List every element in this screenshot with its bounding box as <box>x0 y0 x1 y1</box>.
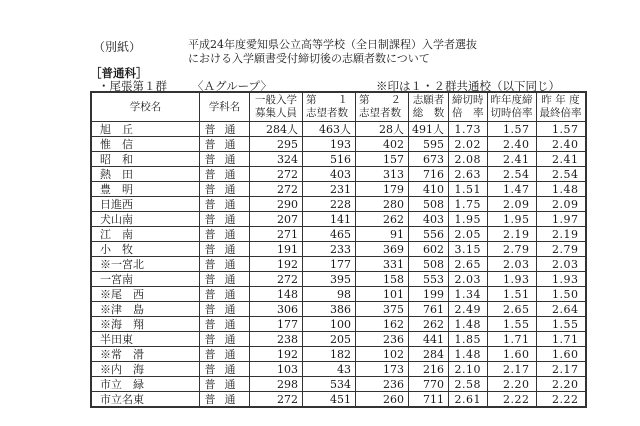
deadline-rate-cell: 2.10 <box>449 362 488 377</box>
prev-deadline-rate-cell: 1.51 <box>487 287 536 302</box>
deadline-rate-cell: 1.85 <box>449 332 488 347</box>
prev-deadline-rate-cell: 2.03 <box>487 257 536 272</box>
department-cell: 普通 <box>200 212 250 227</box>
prev-final-rate-cell: 1.55 <box>536 317 586 332</box>
second-choice-cell: 402 <box>356 137 409 152</box>
second-choice-cell: 369 <box>356 242 409 257</box>
department-cell: 普通 <box>200 167 250 182</box>
school-name-cell: 昭 和 <box>91 152 200 167</box>
prev-deadline-rate-cell: 2.40 <box>487 137 536 152</box>
prev-final-rate-cell: 1.57 <box>536 122 586 137</box>
table-row <box>91 377 586 392</box>
second-choice-cell: 162 <box>356 317 409 332</box>
quota-cell: 271 <box>250 227 303 242</box>
deadline-rate-cell: 2.61 <box>449 392 488 408</box>
department-cell: 普通 <box>200 332 250 347</box>
school-name-cell: 市立名東 <box>91 392 200 408</box>
prev-final-rate-cell: 2.19 <box>536 227 586 242</box>
table-row <box>91 317 586 332</box>
first-choice-cell: 182 <box>303 347 356 362</box>
table-row <box>91 302 586 317</box>
first-choice-cell: 386 <box>303 302 356 317</box>
department-cell: 普通 <box>200 182 250 197</box>
school-name-cell: 半田東 <box>91 332 200 347</box>
quota-cell: 272 <box>250 392 303 408</box>
second-choice-cell: 236 <box>356 332 409 347</box>
table-row <box>91 167 586 182</box>
quota-cell: 284人 <box>250 122 303 137</box>
department-cell: 普通 <box>200 347 250 362</box>
table-row <box>91 242 586 257</box>
total-cell: 553 <box>409 272 449 287</box>
deadline-rate-cell: 2.63 <box>449 167 488 182</box>
department-cell: 普通 <box>200 227 250 242</box>
total-cell: 761 <box>409 302 449 317</box>
school-name-cell: 一宮南 <box>91 272 200 287</box>
school-name-cell: 犬山南 <box>91 212 200 227</box>
deadline-rate-cell: 2.05 <box>449 227 488 242</box>
quota-cell: 192 <box>250 257 303 272</box>
deadline-rate-cell: 1.73 <box>449 122 488 137</box>
table-row <box>91 122 586 137</box>
total-cell: 711 <box>409 392 449 408</box>
total-cell: 595 <box>409 137 449 152</box>
total-cell: 508 <box>409 257 449 272</box>
col-deadline-rate: 締切時 倍 率 <box>449 92 488 122</box>
second-choice-cell: 157 <box>356 152 409 167</box>
total-cell: 262 <box>409 317 449 332</box>
deadline-rate-cell: 1.51 <box>449 182 488 197</box>
prev-final-rate-cell: 2.41 <box>536 152 586 167</box>
department-cell: 普通 <box>200 197 250 212</box>
department-cell: 普通 <box>200 377 250 392</box>
school-name-cell: 日進西 <box>91 197 200 212</box>
prev-final-rate-cell: 2.09 <box>536 197 586 212</box>
first-choice-cell: 193 <box>303 137 356 152</box>
second-choice-cell: 375 <box>356 302 409 317</box>
total-cell: 508 <box>409 197 449 212</box>
attachment-label: （別紙） <box>93 40 142 54</box>
first-choice-cell: 43 <box>303 362 356 377</box>
department-cell: 普通 <box>200 242 250 257</box>
prev-deadline-rate-cell: 2.79 <box>487 242 536 257</box>
prev-final-rate-cell: 2.17 <box>536 362 586 377</box>
deadline-rate-cell: 1.34 <box>449 287 488 302</box>
deadline-rate-cell: 2.08 <box>449 152 488 167</box>
department-cell: 普通 <box>200 152 250 167</box>
second-choice-cell: 331 <box>356 257 409 272</box>
total-cell: 556 <box>409 227 449 242</box>
second-choice-cell: 91 <box>356 227 409 242</box>
total-cell: 673 <box>409 152 449 167</box>
prev-deadline-rate-cell: 2.09 <box>487 197 536 212</box>
quota-cell: 103 <box>250 362 303 377</box>
deadline-rate-cell: 1.48 <box>449 317 488 332</box>
prev-deadline-rate-cell: 1.47 <box>487 182 536 197</box>
prev-final-rate-cell: 2.20 <box>536 377 586 392</box>
prev-deadline-rate-cell: 1.93 <box>487 272 536 287</box>
deadline-rate-cell: 2.49 <box>449 302 488 317</box>
table-row <box>91 287 586 302</box>
second-choice-cell: 158 <box>356 272 409 287</box>
deadline-rate-cell: 1.75 <box>449 197 488 212</box>
quota-cell: 272 <box>250 167 303 182</box>
prev-final-rate-cell: 2.03 <box>536 257 586 272</box>
prev-deadline-rate-cell: 1.95 <box>487 212 536 227</box>
school-name-cell: 豊 明 <box>91 182 200 197</box>
school-name-cell: 旭 丘 <box>91 122 200 137</box>
table-row <box>91 212 586 227</box>
total-cell: 602 <box>409 242 449 257</box>
first-choice-cell: 233 <box>303 242 356 257</box>
deadline-rate-cell: 2.65 <box>449 257 488 272</box>
total-cell: 403 <box>409 212 449 227</box>
deadline-rate-cell: 1.95 <box>449 212 488 227</box>
prev-deadline-rate-cell: 1.60 <box>487 347 536 362</box>
prev-deadline-rate-cell: 2.22 <box>487 392 536 408</box>
table-row <box>91 137 586 152</box>
second-choice-cell: 173 <box>356 362 409 377</box>
deadline-rate-cell: 2.58 <box>449 377 488 392</box>
table-body <box>91 122 586 408</box>
first-choice-cell: 451 <box>303 392 356 408</box>
total-cell: 441 <box>409 332 449 347</box>
first-choice-cell: 100 <box>303 317 356 332</box>
col-quota: 一般入学 募集人員 <box>250 92 303 122</box>
table-row <box>91 362 586 377</box>
applicants-table <box>90 91 587 408</box>
quota-cell: 238 <box>250 332 303 347</box>
quota-cell: 324 <box>250 152 303 167</box>
deadline-rate-cell: 2.03 <box>449 272 488 287</box>
col-prev-final-rate: 昨 年 度 最終倍率 <box>536 92 586 122</box>
total-cell: 284 <box>409 347 449 362</box>
first-choice-cell: 403 <box>303 167 356 182</box>
second-choice-cell: 313 <box>356 167 409 182</box>
quota-cell: 148 <box>250 287 303 302</box>
school-name-cell: 小 牧 <box>91 242 200 257</box>
first-choice-cell: 465 <box>303 227 356 242</box>
total-cell: 770 <box>409 377 449 392</box>
remark-note: ※印は１・２群共通校（以下同じ） <box>376 79 560 93</box>
school-name-cell: ※尾 西 <box>91 287 200 302</box>
quota-cell: 295 <box>250 137 303 152</box>
first-choice-cell: 98 <box>303 287 356 302</box>
table-row <box>91 227 586 242</box>
prev-final-rate-cell: 2.64 <box>536 302 586 317</box>
department-cell: 普通 <box>200 122 250 137</box>
prev-final-rate-cell: 2.54 <box>536 167 586 182</box>
quota-cell: 272 <box>250 182 303 197</box>
col-second-choice: 第 ２ 志望者数 <box>356 92 409 122</box>
prev-deadline-rate-cell: 1.71 <box>487 332 536 347</box>
deadline-rate-cell: 2.02 <box>449 137 488 152</box>
department-cell: 普通 <box>200 257 250 272</box>
second-choice-cell: 101 <box>356 287 409 302</box>
prev-final-rate-cell: 1.48 <box>536 182 586 197</box>
table-row <box>91 197 586 212</box>
prev-deadline-rate-cell: 2.54 <box>487 167 536 182</box>
school-name-cell: 惟 信 <box>91 137 200 152</box>
deadline-rate-cell: 3.15 <box>449 242 488 257</box>
first-choice-cell: 228 <box>303 197 356 212</box>
table-row <box>91 332 586 347</box>
department-cell: 普通 <box>200 137 250 152</box>
total-cell: 410 <box>409 182 449 197</box>
deadline-rate-cell: 1.48 <box>449 347 488 362</box>
table-row <box>91 257 586 272</box>
table-row <box>91 392 586 408</box>
prev-deadline-rate-cell: 2.65 <box>487 302 536 317</box>
col-school-name: 学校名 <box>91 92 200 122</box>
school-name-cell: ※津 島 <box>91 302 200 317</box>
section-label: ［普通科］ <box>90 66 148 80</box>
prev-deadline-rate-cell: 1.57 <box>487 122 536 137</box>
department-cell: 普通 <box>200 392 250 408</box>
prev-final-rate-cell: 2.40 <box>536 137 586 152</box>
quota-cell: 207 <box>250 212 303 227</box>
document-title-line2: における入学願書受付締切後の志願者数について <box>188 52 430 65</box>
second-choice-cell: 280 <box>356 197 409 212</box>
total-cell: 491人 <box>409 122 449 137</box>
prev-final-rate-cell: 2.22 <box>536 392 586 408</box>
first-choice-cell: 141 <box>303 212 356 227</box>
school-name-cell: 市立 緑 <box>91 377 200 392</box>
first-choice-cell: 516 <box>303 152 356 167</box>
quota-cell: 177 <box>250 317 303 332</box>
first-choice-cell: 395 <box>303 272 356 287</box>
col-prev-deadline-rate: 昨年度締 切時倍率 <box>487 92 536 122</box>
department-cell: 普通 <box>200 287 250 302</box>
school-name-cell: ※常 滑 <box>91 347 200 362</box>
a-group-label: 〈Ａグループ〉 <box>192 79 272 93</box>
group-label: ・尾張第１群 <box>98 79 167 93</box>
second-choice-cell: 179 <box>356 182 409 197</box>
first-choice-cell: 231 <box>303 182 356 197</box>
table-row <box>91 347 586 362</box>
quota-cell: 272 <box>250 272 303 287</box>
school-name-cell: 熱 田 <box>91 167 200 182</box>
school-name-cell: ※一宮北 <box>91 257 200 272</box>
prev-final-rate-cell: 1.97 <box>536 212 586 227</box>
table-row <box>91 152 586 167</box>
first-choice-cell: 534 <box>303 377 356 392</box>
table-row <box>91 272 586 287</box>
document-title-line1: 平成24年度愛知県公立高等学校（全日制課程）入学者選抜 <box>188 38 477 51</box>
school-name-cell: ※内 海 <box>91 362 200 377</box>
quota-cell: 298 <box>250 377 303 392</box>
second-choice-cell: 260 <box>356 392 409 408</box>
department-cell: 普通 <box>200 302 250 317</box>
col-first-choice: 第 １ 志望者数 <box>303 92 356 122</box>
col-department: 学科名 <box>200 92 250 122</box>
school-name-cell: ※海 翔 <box>91 317 200 332</box>
department-cell: 普通 <box>200 272 250 287</box>
quota-cell: 306 <box>250 302 303 317</box>
prev-final-rate-cell: 1.71 <box>536 332 586 347</box>
prev-final-rate-cell: 1.93 <box>536 272 586 287</box>
quota-cell: 290 <box>250 197 303 212</box>
col-total-applicants: 志願者 総 数 <box>409 92 449 122</box>
first-choice-cell: 463人 <box>303 122 356 137</box>
quota-cell: 191 <box>250 242 303 257</box>
prev-final-rate-cell: 1.60 <box>536 347 586 362</box>
second-choice-cell: 28人 <box>356 122 409 137</box>
total-cell: 216 <box>409 362 449 377</box>
table-row <box>91 182 586 197</box>
prev-deadline-rate-cell: 2.20 <box>487 377 536 392</box>
second-choice-cell: 102 <box>356 347 409 362</box>
prev-final-rate-cell: 2.79 <box>536 242 586 257</box>
quota-cell: 192 <box>250 347 303 362</box>
prev-deadline-rate-cell: 2.41 <box>487 152 536 167</box>
school-name-cell: 江 南 <box>91 227 200 242</box>
second-choice-cell: 262 <box>356 212 409 227</box>
prev-deadline-rate-cell: 1.55 <box>487 317 536 332</box>
department-cell: 普通 <box>200 362 250 377</box>
prev-final-rate-cell: 1.50 <box>536 287 586 302</box>
prev-deadline-rate-cell: 2.17 <box>487 362 536 377</box>
prev-deadline-rate-cell: 2.19 <box>487 227 536 242</box>
table-header-row <box>91 92 586 122</box>
first-choice-cell: 177 <box>303 257 356 272</box>
department-cell: 普通 <box>200 317 250 332</box>
total-cell: 199 <box>409 287 449 302</box>
first-choice-cell: 205 <box>303 332 356 347</box>
second-choice-cell: 236 <box>356 377 409 392</box>
total-cell: 716 <box>409 167 449 182</box>
